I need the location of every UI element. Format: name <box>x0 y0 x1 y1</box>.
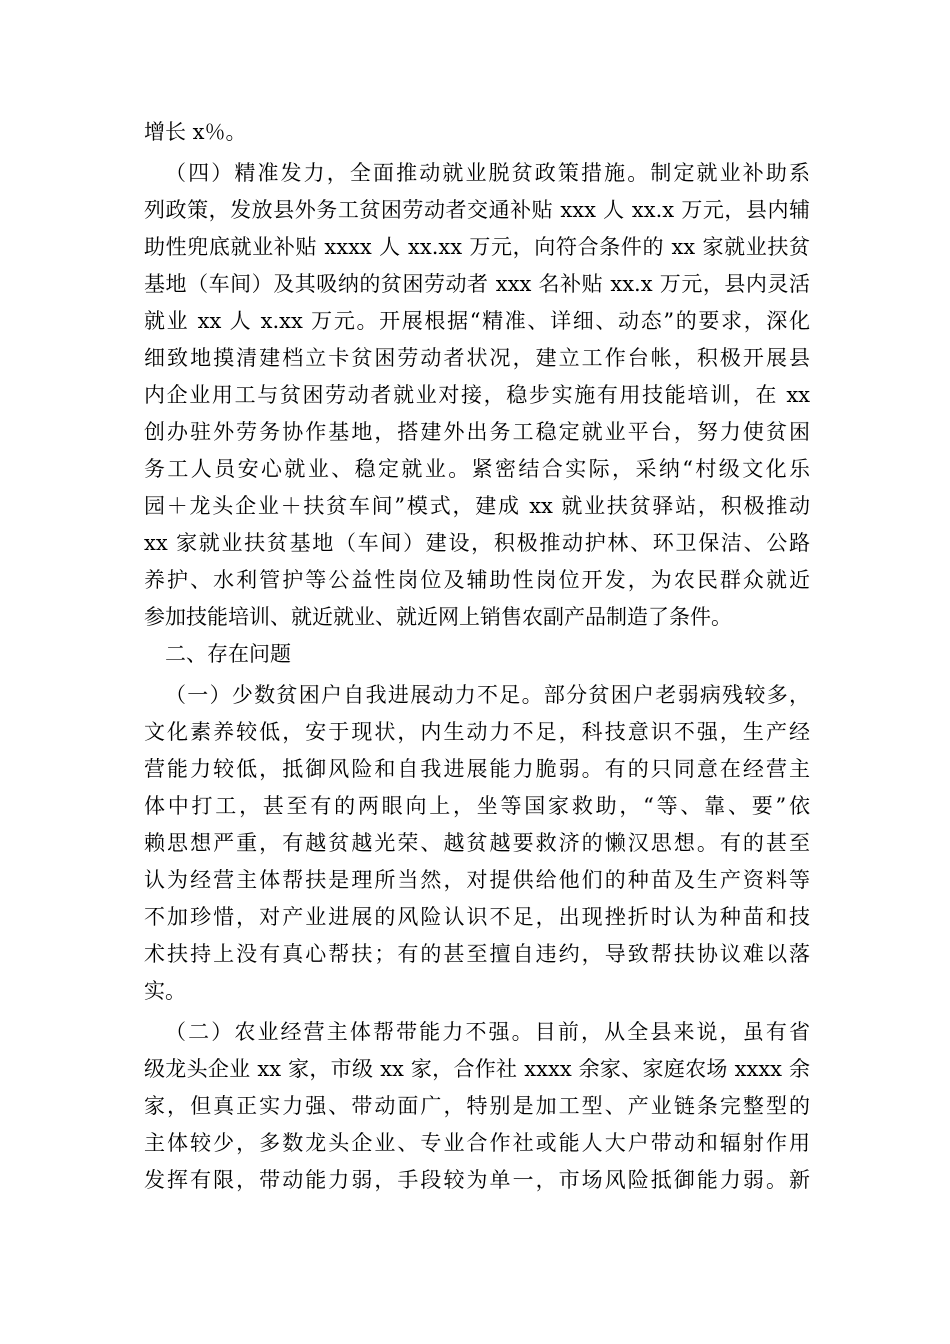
text-line: 家，但真正实力强、带动面广，特别是加工型、产业链条完整型的 <box>144 1094 810 1118</box>
text-line: 养护、水利管护等公益性岗位及辅助性岗位开发，为农民群众就近 <box>144 568 810 592</box>
text-line: （一）少数贫困户自我进展动力不足。部分贫困户老弱病残较多， <box>165 683 810 707</box>
text-line: 内企业用工与贫困劳动者就业对接，稳步实施有用技能培训，在 xx <box>144 383 810 407</box>
text-line: xx 家就业扶贫基地（车间）建设，积极推动护林、环卫保洁、公路 <box>144 531 810 555</box>
text-line: 二、存在问题 <box>165 642 291 666</box>
text-line: 认为经营主体帮扶是理所当然，对提供给他们的种苗及生产资料等 <box>144 868 810 892</box>
text-line: 创办驻外劳务协作基地，搭建外出务工稳定就业平台，努力使贫困 <box>144 420 810 444</box>
text-line: 增长 x％。 <box>144 120 247 144</box>
text-line: 参加技能培训、就近就业、就近网上销售农副产品制造了条件。 <box>144 605 732 629</box>
text-line: 基地（车间）及其吸纳的贫困劳动者 xxx 名补贴 xx.x 万元，县内灵活 <box>144 272 810 296</box>
text-line: 细致地摸清建档立卡贫困劳动者状况，建立工作台帐，积极开展县 <box>144 346 810 370</box>
text-line: 列政策，发放县外务工贫困劳动者交通补贴 xxx 人 xx.x 万元，县内辅 <box>144 198 810 222</box>
text-line: 体中打工，甚至有的两眼向上，坐等国家救助，“等、靠、要”依 <box>144 794 810 818</box>
text-line: 级龙头企业 xx 家，市级 xx 家，合作社 xxxx 余家、家庭农场 xxxx 余 <box>144 1057 810 1081</box>
text-line: 营能力较低，抵御风险和自我进展能力脆弱。有的只同意在经营主 <box>144 757 810 781</box>
text-line: 实。 <box>144 979 186 1003</box>
text-line: 不加珍惜，对产业进展的风险认识不足，出现挫折时认为种苗和技 <box>144 905 810 929</box>
text-line: 助性兜底就业补贴 xxxx 人 xx.xx 万元，向符合条件的 xx 家就业扶贫 <box>144 235 810 259</box>
text-line: 务工人员安心就业、稳定就业。紧密结合实际，采纳“村级文化乐 <box>144 457 810 481</box>
text-line: 园＋龙头企业＋扶贫车间”模式，建成 xx 就业扶贫驿站，积极推动 <box>144 494 810 518</box>
text-line: 主体较少，多数龙头企业、专业合作社或能人大户带动和辐射作用 <box>144 1131 810 1155</box>
text-line: 发挥有限，带动能力弱，手段较为单一，市场风险抵御能力弱。新 <box>144 1168 810 1192</box>
text-line: 术扶持上没有真心帮扶；有的甚至擅自违约，导致帮扶协议难以落 <box>144 942 810 966</box>
text-line: （二）农业经营主体帮带能力不强。目前，从全县来说，虽有省 <box>165 1020 810 1044</box>
text-line: 就业 xx 人 x.xx 万元。开展根据“精准、详细、动态”的要求，深化 <box>144 309 810 333</box>
text-line: 文化素养较低，安于现状，内生动力不足，科技意识不强，生产经 <box>144 720 810 744</box>
document-body <box>144 114 810 1199</box>
text-line: （四）精准发力，全面推动就业脱贫政策措施。制定就业补助系 <box>165 161 810 185</box>
text-line: 赖思想严重，有越贫越光荣、越贫越要救济的懒汉思想。有的甚至 <box>144 831 810 855</box>
